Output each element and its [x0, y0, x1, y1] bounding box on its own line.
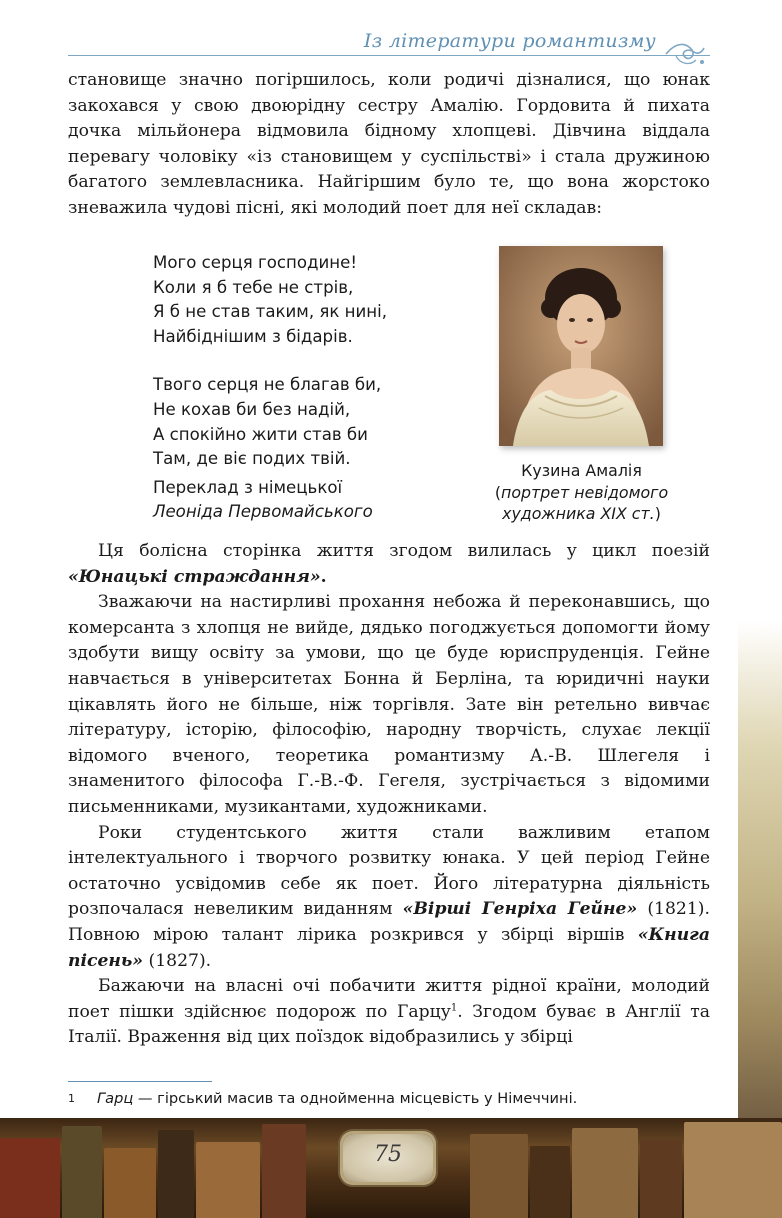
poem-line: Мого серця господине! — [153, 253, 357, 272]
book-spine — [196, 1142, 260, 1218]
paragraph-1-text: становище значно погіршилось, коли родичі дізналися, що юнак закохався у свою двоюрідну сестру Амалію. Гордовита й пихата дочка мільйонера відмовила бідному хлопцеві. Дівчина віддала перевагу чоловіку «із становищем у суспільстві» і стала дружиною багатого землевласника. Найгіршим було те, що вона жорстоко зневажила чудові пісні, які молодий поет для неї складав: — [68, 70, 710, 218]
poem-line: Твого серця не благав би, — [153, 375, 382, 395]
footnote-text: — гірський масив та однойменна місцевість у Німеччині. — [133, 1090, 578, 1107]
paragraph-2-text: Ця болісна сторінка життя згодом вилилась у цикл поезій — [98, 541, 710, 561]
portrait-caption — [474, 460, 689, 525]
footnote — [68, 1089, 708, 1109]
book-spine — [0, 1138, 60, 1218]
paragraph-2-end: . — [320, 566, 327, 587]
book-spine — [158, 1130, 194, 1218]
poem-line: Коли я б тебе не стрів, — [153, 277, 354, 297]
paragraph-4 — [68, 821, 710, 975]
decorative-painting-edge — [734, 620, 782, 1120]
cycle-title: «Юнацькі страждання» — [68, 566, 321, 587]
poem-stanza-2 — [153, 373, 483, 471]
poem-line: Найбіднішим з бідарів. — [153, 326, 353, 346]
poem-translator-name: Леоніда Первомайського — [153, 502, 373, 522]
poem-stanza-1 — [153, 251, 483, 349]
book-spine — [262, 1124, 306, 1218]
portrait-caption-italic: портрет невідомого художника XIX ст. — [501, 482, 669, 523]
paragraphs-main — [68, 539, 710, 1051]
book-spine — [640, 1140, 682, 1218]
caption-paren-close: ) — [654, 504, 661, 523]
paragraph-2 — [68, 539, 710, 590]
poem — [153, 251, 483, 525]
paragraph-5-text-a: Бажаючи на власні очі побачити життя рідної країни, молодий поет пішки здійснює подорож по Гарцу — [68, 976, 710, 1022]
portrait-painting-icon — [499, 246, 663, 446]
paragraph-3: Зважаючи на настирливі прохання небожа й переконавшись, що комерсанта з хлопця не вийде, дядько погоджується допомогти йому здобути вищу освіту за умови, що це буде юриспруденція. Гейне навчається в університетах Бонна й Берліна, та юридичні науки цікавлять його не більше, ніж торгівля. Зате він ретельно вивчає літературу, історію, філософію, народну творчість, слухає лекції відомого вченого, теоретика романтизму А.-В. Шлегеля і знаменитого філософа Г.-В.-Ф. Гегеля, зустрічається з відомими письменниками, музикантами, художниками. — [68, 592, 710, 817]
page-number: 75 — [374, 1142, 402, 1167]
poem-line: А спокійно жити став би — [153, 424, 368, 444]
book-spine — [530, 1146, 570, 1218]
book-spine — [572, 1128, 638, 1218]
footnote-rule — [68, 1081, 212, 1082]
paragraph-4-text-b: (1821). Повною мірою талант лірика розкрився у збірці віршів — [68, 899, 710, 945]
footnote-term: Гарц — [97, 1090, 134, 1107]
book-spine — [104, 1148, 156, 1218]
book-spine — [684, 1122, 782, 1218]
paragraph-4-text-c: (1827). — [143, 950, 212, 971]
portrait-caption-title: Кузина Амалія — [521, 461, 642, 480]
paragraph-5-text-b: . Згодом буває в Англії та Італії. Враження від цих поїздок відобразились у збірці — [68, 1001, 710, 1048]
paragraph-5 — [68, 974, 710, 1051]
flourish-icon — [662, 36, 706, 68]
book-spine — [470, 1134, 528, 1218]
paragraph-1 — [68, 68, 710, 222]
footnote-number: 1 — [68, 1092, 75, 1105]
section-header-title: Із літератури романтизму — [363, 30, 656, 52]
poem-line: Я б не став таким, як нині, — [153, 302, 388, 322]
book-title-songs: «Книга пісень» — [68, 924, 710, 971]
poem-line: Там, де віє подих твій. — [153, 449, 351, 469]
footnote-ref[interactable]: 1 — [450, 1001, 458, 1013]
paragraph-4-text-a: Роки студентського життя стали важливим етапом інтелектуального і творчого розвитку юнака. У цей період Гейне остаточно усвідомив себе як поет. Його літературна діяльність розпочалася невеликим виданням — [68, 822, 710, 920]
poem-line: Не кохав би без надій, — [153, 399, 351, 419]
header-rule — [68, 55, 710, 56]
portrait-image — [499, 246, 663, 446]
poem-translation-credit: Переклад з німецької — [153, 477, 343, 497]
portrait-caption-subtitle — [474, 482, 689, 525]
book-title-poems: «Вірші Генріха Гейне» — [402, 899, 638, 920]
caption-paren-open: ( — [494, 482, 502, 502]
book-spine — [62, 1126, 102, 1218]
